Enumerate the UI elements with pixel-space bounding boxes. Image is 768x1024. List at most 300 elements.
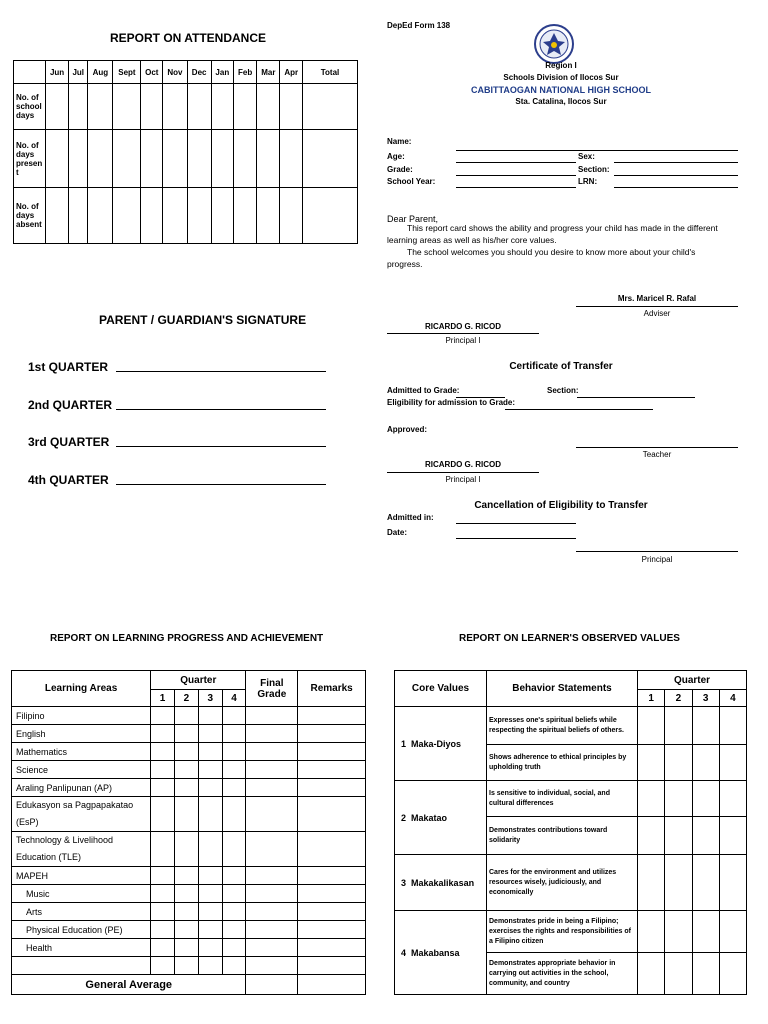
learning-area-row	[12, 832, 366, 867]
date-line[interactable]	[456, 538, 576, 539]
grade-cell[interactable]	[222, 761, 246, 779]
grade-cell[interactable]	[298, 885, 366, 903]
learning-area-row	[12, 779, 366, 797]
behavior-statement: Expresses one's spiritual beliefs while respecting the spiritual beliefs of others.	[487, 707, 638, 745]
learning-areas-header: Learning Areas	[12, 671, 151, 707]
grade-cell[interactable]	[198, 885, 222, 903]
quarter-signature-line[interactable]	[116, 446, 326, 447]
behavior-row	[395, 911, 747, 953]
core-values-header: Core Values	[395, 671, 487, 707]
values-quarter-header: Quarter	[638, 671, 747, 690]
school-location: Sta. Catalina, Ilocos Sur	[515, 97, 607, 106]
attendance-row-label	[14, 130, 46, 188]
admitted-in-line[interactable]	[456, 523, 576, 524]
attendance-cell[interactable]	[46, 84, 69, 130]
grade-cell[interactable]	[174, 707, 198, 725]
letter-paragraph-2: The school welcomes you should you desire to know more about your child's progress.	[387, 247, 696, 269]
grade-cell[interactable]	[246, 779, 298, 797]
grade-cell[interactable]	[222, 725, 246, 743]
learning-area-row	[12, 867, 366, 885]
quarter-signature-line[interactable]	[116, 371, 326, 372]
letter-paragraph-1: This report card shows the ability and progress your child has made in the different learning areas as well as his/her core values.	[387, 223, 718, 245]
grade-cell[interactable]	[298, 797, 366, 832]
general-average-remarks-cell[interactable]	[298, 975, 366, 995]
core-value-cell	[395, 781, 487, 855]
value-rating-cell[interactable]	[665, 707, 692, 745]
lrn-line[interactable]	[614, 187, 738, 188]
grade-cell[interactable]	[298, 867, 366, 885]
value-rating-cell[interactable]	[665, 911, 692, 953]
learning-area-row	[12, 921, 366, 939]
attendance-cell[interactable]	[46, 188, 69, 244]
attendance-cell[interactable]	[280, 188, 303, 244]
value-rating-cell[interactable]	[638, 781, 665, 817]
attendance-cell[interactable]	[88, 84, 113, 130]
attendance-row	[14, 130, 358, 188]
value-rating-cell[interactable]	[692, 781, 719, 817]
value-rating-cell[interactable]	[665, 745, 692, 781]
grade-cell[interactable]	[246, 939, 298, 957]
transfer-section-line[interactable]	[577, 397, 695, 398]
grade-cell[interactable]	[174, 832, 198, 867]
teacher-signature-line	[576, 447, 738, 448]
grade-cell[interactable]	[198, 779, 222, 797]
grade-cell[interactable]	[151, 725, 175, 743]
month-header: Nov	[163, 61, 188, 84]
form-number: DepEd Form 138	[387, 21, 451, 30]
transfer-title: Certificate of Transfer	[509, 361, 613, 372]
behavior-statement: Demonstrates pride in being a Filipino; exercises the rights and responsibilities of a Filipino citizen	[487, 911, 638, 953]
core-value-name: Makabansa	[411, 947, 460, 958]
grade-cell[interactable]	[151, 921, 175, 939]
attendance-cell[interactable]	[69, 84, 88, 130]
value-rating-cell[interactable]	[638, 707, 665, 745]
attendance-cell[interactable]	[187, 188, 211, 244]
attendance-cell[interactable]	[303, 84, 358, 130]
grade-cell[interactable]	[151, 939, 175, 957]
general-average-final-cell[interactable]	[246, 975, 298, 995]
grade-cell[interactable]	[222, 921, 246, 939]
observed-values-table	[394, 670, 747, 995]
grade-cell[interactable]	[151, 903, 175, 921]
grade-cell[interactable]	[174, 779, 198, 797]
month-header: Mar	[257, 61, 280, 84]
sex-line[interactable]	[614, 162, 738, 163]
grade-cell[interactable]	[198, 832, 222, 867]
learning-area-name: Science	[12, 761, 151, 779]
values-quarter-2-header: 2	[665, 690, 692, 707]
quarter-2-header: 2	[174, 690, 198, 707]
general-average-row	[12, 975, 366, 995]
grade-cell[interactable]	[151, 885, 175, 903]
value-rating-cell[interactable]	[692, 817, 719, 855]
adviser-signature-line	[576, 306, 738, 307]
grade-cell[interactable]	[198, 957, 222, 975]
core-value-cell	[395, 855, 487, 911]
value-rating-cell[interactable]	[692, 707, 719, 745]
learning-area-name: Filipino	[12, 707, 151, 725]
grade-cell[interactable]	[198, 761, 222, 779]
grade-cell[interactable]	[151, 707, 175, 725]
grade-cell[interactable]	[151, 797, 175, 832]
transfer-principal-line	[387, 472, 539, 473]
grade-cell[interactable]	[298, 707, 366, 725]
learning-area-name: Physical Education (PE)	[12, 921, 151, 939]
value-rating-cell[interactable]	[692, 911, 719, 953]
attendance-row-label-line: No. of	[16, 93, 39, 102]
behavior-statement: Cares for the environment and utilizes resources wisely, judiciously, and economically	[487, 855, 638, 911]
total-header: Total	[303, 61, 358, 84]
grade-cell[interactable]	[246, 707, 298, 725]
month-header: Jan	[211, 61, 234, 84]
grade-cell[interactable]	[222, 867, 246, 885]
learning-area-name: Health	[12, 939, 151, 957]
value-rating-cell[interactable]	[638, 953, 665, 995]
transfer-principal-name: RICARDO G. RICOD	[425, 460, 501, 469]
month-header: Dec	[187, 61, 211, 84]
learning-area-name: English	[12, 725, 151, 743]
grade-cell[interactable]	[298, 939, 366, 957]
admitted-in-label: Admitted in:	[387, 513, 434, 522]
principal-signature-line	[387, 333, 539, 334]
grade-cell[interactable]	[298, 725, 366, 743]
grade-cell[interactable]	[246, 832, 298, 867]
learning-area-name: MAPEH	[12, 867, 151, 885]
attendance-row-label-line: No. of	[16, 140, 39, 150]
teacher-title: Teacher	[642, 450, 672, 459]
date-label: Date:	[387, 528, 408, 537]
attendance-cell[interactable]	[257, 84, 280, 130]
attendance-cell[interactable]	[257, 188, 280, 244]
learning-area-name: Technology & Livelihood Education (TLE)	[12, 832, 151, 867]
grade-cell[interactable]	[298, 903, 366, 921]
value-rating-cell[interactable]	[719, 953, 746, 995]
behavior-statements-header: Behavior Statements	[487, 671, 638, 707]
eligibility-label: Eligibility for admission to Grade:	[387, 398, 516, 407]
grade-cell[interactable]	[198, 725, 222, 743]
attendance-row-label	[14, 84, 46, 130]
attendance-cell[interactable]	[113, 130, 141, 188]
core-value-number: 2	[401, 812, 407, 823]
approved-label: Approved:	[387, 425, 427, 434]
value-rating-cell[interactable]	[665, 953, 692, 995]
behavior-statement: Shows adherence to ethical principles by upholding truth	[487, 745, 638, 781]
cancel-principal-title: Principal	[641, 555, 673, 564]
grade-cell[interactable]	[222, 832, 246, 867]
attendance-title: REPORT ON ATTENDANCE	[110, 31, 266, 45]
grade-cell[interactable]	[174, 797, 198, 832]
attendance-row-label-line: absent	[16, 220, 42, 229]
attendance-cell[interactable]	[211, 84, 234, 130]
attendance-cell[interactable]	[113, 188, 141, 244]
month-header: Jun	[46, 61, 69, 84]
grade-cell[interactable]	[246, 743, 298, 761]
month-header: Aug	[88, 61, 113, 84]
attendance-cell[interactable]	[234, 130, 257, 188]
attendance-cell[interactable]	[257, 130, 280, 188]
learning-area-row	[12, 797, 366, 832]
adviser-name: Mrs. Maricel R. Rafal	[617, 294, 697, 303]
attendance-cell[interactable]	[88, 188, 113, 244]
quarter-header: Quarter	[151, 671, 246, 690]
value-rating-cell[interactable]	[638, 745, 665, 781]
value-rating-cell[interactable]	[692, 745, 719, 781]
attendance-cell[interactable]	[234, 84, 257, 130]
attendance-row-label-line: t	[16, 167, 19, 177]
core-value-name: Makatao	[411, 812, 448, 823]
attendance-cell[interactable]	[69, 188, 88, 244]
attendance-cell[interactable]	[141, 130, 163, 188]
attendance-table	[13, 60, 358, 244]
learning-area-row	[12, 957, 366, 975]
transfer-principal-title: Principal I	[445, 475, 481, 484]
month-header: Oct	[141, 61, 163, 84]
value-rating-cell[interactable]	[719, 781, 746, 817]
value-rating-cell[interactable]	[719, 817, 746, 855]
attendance-cell[interactable]	[141, 188, 163, 244]
learning-area-row	[12, 939, 366, 957]
learning-area-row	[12, 903, 366, 921]
core-value-number: 4	[401, 947, 407, 958]
cancel-title: Cancellation of Eligibility to Transfer	[474, 500, 648, 511]
attendance-cell[interactable]	[88, 130, 113, 188]
attendance-row-label-line: presen	[16, 158, 43, 168]
grade-cell[interactable]	[174, 939, 198, 957]
learning-area-name: Araling Panlipunan (AP)	[12, 779, 151, 797]
core-value-number: 1	[401, 738, 407, 749]
sex-label: Sex:	[578, 152, 595, 161]
adviser-title: Adviser	[643, 309, 671, 318]
behavior-statement: Demonstrates contributions toward solidarity	[487, 817, 638, 855]
grade-cell[interactable]	[174, 725, 198, 743]
core-value-cell	[395, 911, 487, 995]
attendance-cell[interactable]	[163, 84, 188, 130]
principal-name: RICARDO G. RICOD	[425, 322, 501, 331]
grade-cell[interactable]	[174, 957, 198, 975]
admitted-grade-label: Admitted to Grade:	[387, 386, 460, 395]
month-header: Sept	[113, 61, 141, 84]
section-line[interactable]	[614, 175, 738, 176]
quarter-signature-label: 4th QUARTER	[28, 473, 109, 487]
grade-cell[interactable]	[222, 743, 246, 761]
values-quarter-3-header: 3	[692, 690, 719, 707]
value-rating-cell[interactable]	[692, 855, 719, 911]
grade-cell[interactable]	[174, 867, 198, 885]
grade-label: Grade:	[387, 165, 413, 174]
grade-cell[interactable]	[151, 779, 175, 797]
attendance-cell[interactable]	[303, 130, 358, 188]
grade-cell[interactable]	[198, 707, 222, 725]
values-quarter-4-header: 4	[719, 690, 746, 707]
learning-areas-table	[11, 670, 366, 995]
grade-cell[interactable]	[222, 779, 246, 797]
grade-cell[interactable]	[174, 743, 198, 761]
attendance-cell[interactable]	[211, 188, 234, 244]
division-label: Schools Division of Ilocos Sur	[503, 73, 619, 82]
grade-cell[interactable]	[298, 957, 366, 975]
grade-cell[interactable]	[198, 921, 222, 939]
attendance-cell[interactable]	[163, 188, 188, 244]
grade-cell[interactable]	[298, 832, 366, 867]
letter-greeting: Dear Parent,	[387, 214, 439, 224]
value-rating-cell[interactable]	[719, 911, 746, 953]
grade-cell[interactable]	[298, 921, 366, 939]
final-grade-header: Final Grade	[246, 671, 298, 707]
grade-cell[interactable]	[222, 939, 246, 957]
grade-cell[interactable]	[151, 867, 175, 885]
signature-title: PARENT / GUARDIAN'S SIGNATURE	[99, 313, 307, 327]
values-quarter-1-header: 1	[638, 690, 665, 707]
attendance-cell[interactable]	[234, 188, 257, 244]
attendance-cell[interactable]	[187, 84, 211, 130]
grade-cell[interactable]	[151, 832, 175, 867]
transfer-section-label: Section:	[547, 386, 579, 395]
value-rating-cell[interactable]	[638, 911, 665, 953]
grade-cell[interactable]	[151, 761, 175, 779]
attendance-cell[interactable]	[280, 130, 303, 188]
grade-cell[interactable]	[198, 903, 222, 921]
eligibility-line[interactable]	[505, 409, 653, 410]
quarter-signature-label: 1st QUARTER	[28, 360, 109, 374]
behavior-row	[395, 781, 747, 817]
core-value-number: 3	[401, 877, 407, 888]
grade-cell[interactable]	[246, 725, 298, 743]
value-rating-cell[interactable]	[719, 745, 746, 781]
cancel-principal-line	[576, 551, 738, 552]
value-rating-cell[interactable]	[638, 817, 665, 855]
grade-line[interactable]	[456, 175, 576, 176]
behavior-statement: Demonstrates appropriate behavior in carrying out activities in the school, community, and country	[487, 953, 638, 995]
learning-title: REPORT ON LEARNING PROGRESS AND ACHIEVEMENT	[50, 633, 324, 644]
attendance-row-label-line: No. of	[16, 202, 39, 211]
attendance-cell[interactable]	[280, 84, 303, 130]
grade-cell[interactable]	[246, 797, 298, 832]
month-header: Jul	[69, 61, 88, 84]
grade-cell[interactable]	[151, 957, 175, 975]
value-rating-cell[interactable]	[665, 817, 692, 855]
name-line[interactable]	[456, 150, 738, 151]
learning-area-row	[12, 725, 366, 743]
grade-cell[interactable]	[222, 885, 246, 903]
attendance-row-label-line: days	[16, 211, 35, 220]
attendance-row	[14, 188, 358, 244]
grade-cell[interactable]	[298, 743, 366, 761]
grade-cell[interactable]	[222, 797, 246, 832]
grade-cell[interactable]	[246, 903, 298, 921]
attendance-cell[interactable]	[187, 130, 211, 188]
month-header: Apr	[280, 61, 303, 84]
attendance-cell[interactable]	[163, 130, 188, 188]
attendance-cell[interactable]	[46, 130, 69, 188]
grade-cell[interactable]	[222, 707, 246, 725]
behavior-row	[395, 707, 747, 745]
learning-area-row	[12, 707, 366, 725]
quarter-3-header: 3	[198, 690, 222, 707]
grade-cell[interactable]	[246, 957, 298, 975]
attendance-cell[interactable]	[303, 188, 358, 244]
grade-cell[interactable]	[222, 957, 246, 975]
attendance-row	[14, 84, 358, 130]
attendance-row-label-line: days	[16, 111, 35, 120]
grade-cell[interactable]	[246, 921, 298, 939]
grade-cell[interactable]	[174, 885, 198, 903]
core-value-cell	[395, 707, 487, 781]
lrn-label: LRN:	[578, 177, 598, 186]
grade-cell[interactable]	[198, 743, 222, 761]
attendance-row-label-line: school	[16, 102, 42, 111]
attendance-cell[interactable]	[69, 130, 88, 188]
grade-cell[interactable]	[151, 743, 175, 761]
attendance-row-label-line: days	[16, 149, 35, 159]
behavior-row	[395, 855, 747, 911]
attendance-row-label	[14, 188, 46, 244]
attendance-cell[interactable]	[211, 130, 234, 188]
learning-area-name	[12, 957, 151, 975]
quarter-1-header: 1	[151, 690, 175, 707]
core-value-name: Makakalikasan	[411, 877, 475, 888]
quarter-signature-line[interactable]	[116, 409, 326, 410]
learning-area-row	[12, 885, 366, 903]
age-label: Age:	[387, 152, 405, 161]
value-rating-cell[interactable]	[665, 781, 692, 817]
region-label: Region I	[545, 61, 577, 70]
value-rating-cell[interactable]	[638, 855, 665, 911]
general-average-label: General Average	[12, 975, 246, 995]
grade-cell[interactable]	[222, 903, 246, 921]
values-title: REPORT ON LEARNER'S OBSERVED VALUES	[459, 633, 680, 644]
value-rating-cell[interactable]	[719, 855, 746, 911]
age-line[interactable]	[456, 162, 576, 163]
attendance-cell[interactable]	[141, 84, 163, 130]
quarter-4-header: 4	[222, 690, 246, 707]
name-label: Name:	[387, 137, 412, 146]
grade-cell[interactable]	[246, 867, 298, 885]
core-value-name: Maka-Diyos	[411, 738, 462, 749]
attendance-cell[interactable]	[113, 84, 141, 130]
deped-seal-icon	[534, 24, 574, 64]
learning-area-name: Music	[12, 885, 151, 903]
grade-cell[interactable]	[174, 903, 198, 921]
grade-cell[interactable]	[298, 779, 366, 797]
principal-title: Principal I	[445, 336, 481, 345]
school-year-label: School Year:	[387, 177, 436, 186]
value-rating-cell[interactable]	[665, 855, 692, 911]
learning-area-row	[12, 761, 366, 779]
learning-area-name: Edukasyon sa Pagpapakatao (EsP)	[12, 797, 151, 832]
section-label: Section:	[578, 165, 610, 174]
grade-cell[interactable]	[174, 761, 198, 779]
grade-cell[interactable]	[198, 797, 222, 832]
grade-cell[interactable]	[246, 885, 298, 903]
learning-area-name: Arts	[12, 903, 151, 921]
quarter-signature-label: 2nd QUARTER	[28, 398, 112, 412]
grade-cell[interactable]	[174, 921, 198, 939]
grade-cell[interactable]	[198, 867, 222, 885]
grade-cell[interactable]	[246, 761, 298, 779]
grade-cell[interactable]	[198, 939, 222, 957]
learning-area-name: Mathematics	[12, 743, 151, 761]
school-year-line[interactable]	[456, 187, 576, 188]
value-rating-cell[interactable]	[692, 953, 719, 995]
remarks-header: Remarks	[298, 671, 366, 707]
quarter-signature-line[interactable]	[116, 484, 326, 485]
month-header: Feb	[234, 61, 257, 84]
grade-cell[interactable]	[298, 761, 366, 779]
learning-area-row	[12, 743, 366, 761]
quarter-signature-label: 3rd QUARTER	[28, 435, 110, 449]
school-name: CABITTAOGAN NATIONAL HIGH SCHOOL	[471, 85, 651, 95]
value-rating-cell[interactable]	[719, 707, 746, 745]
